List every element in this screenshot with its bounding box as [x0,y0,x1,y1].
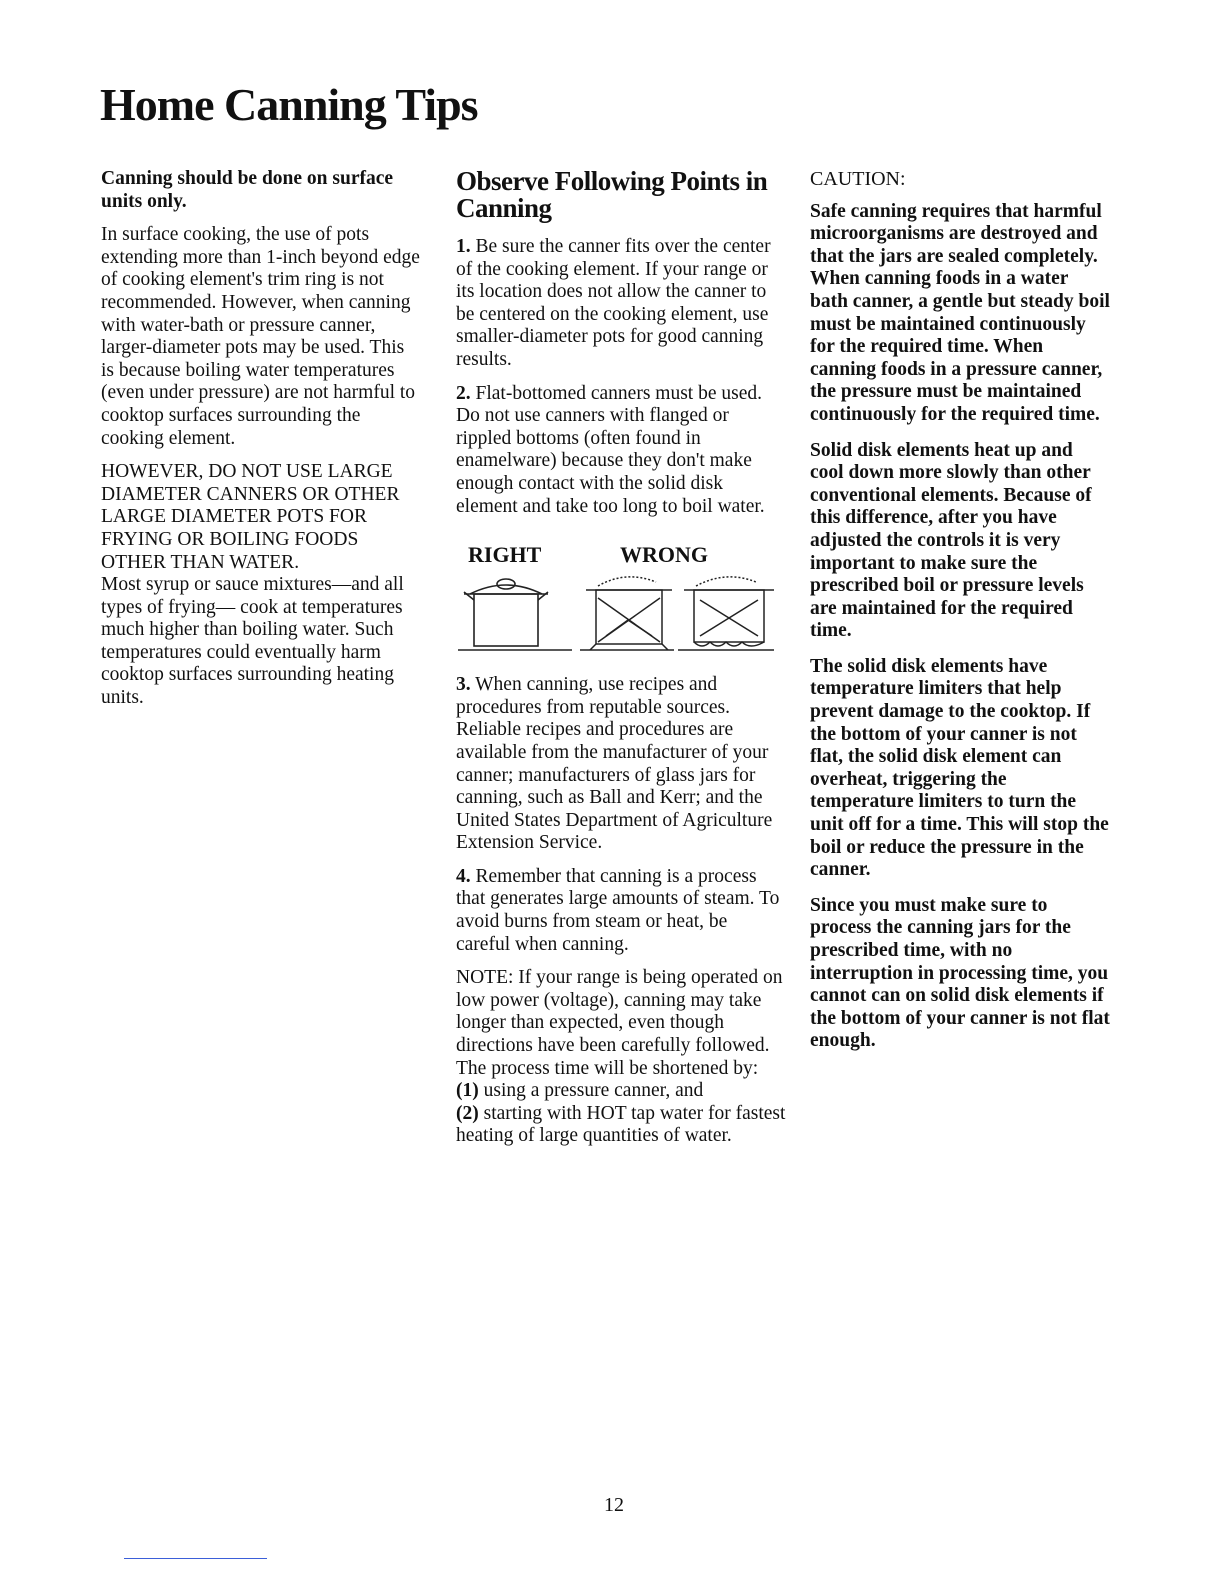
note-low-power: NOTE: If your range is being operated on low power (voltage), canning may take longer than expected, even though directions have been carefully followed. The process time will be shortened by: [456,967,783,1079]
note-item [456,1080,786,1103]
right-label: RIGHT [468,542,542,568]
page-title: Home Canning Tips [100,79,478,130]
caution-heading: CAUTION: [810,168,906,190]
list-item [456,674,786,855]
note-item-text: starting with HOT tap water for fastest heating of large quantities of water. [456,1102,786,1147]
paragraph-syrup-frying: Most syrup or sauce mixtures—and all types of frying— cook at temperatures much higher than boiling water. Such temperatures could eventually harm cooktop surfaces surrounding heating units. [101,574,404,709]
caution-paragraph-temperature-limiters: The solid disk elements have temperature limiters that help prevent damage to the cooktop. If the bottom of your canner is not flat, the solid disk element can overheat, triggering the temperature limiters to turn the unit off for a time. This will stop the boil or reduce the pressure in the canner. [810,655,1109,881]
note-item-number: (1) [456,1080,479,1102]
caution-paragraph-solid-disk: Solid disk elements heat up and cool down more slowly than other conventional elements. Because of this difference, after you have adjusted the controls it is very important to make sure the prescribed boil or pressure levels are maintained for the required time. [810,439,1092,642]
list-item-text: When canning, use recipes and procedures from reputable sources. Reliable recipes and procedures are available from the manufacturer of your canner; manufacturers of glass jars for canning, such as Ball and Kerr; and the United States Department of Agriculture Extension Service. [456,674,773,854]
column-observe-points [456,168,786,1159]
list-item-number: 4. [456,865,471,887]
caution-paragraph-safe-canning: Safe canning requires that harmful microorganisms are destroyed and that the jars are sealed completely. When canning foods in a water bath canner, a gentle but steady boil must be maintained continuously for the required time. When canning foods in a pressure canner, the pressure must be maintained continuously for the required time. [810,200,1110,425]
paragraph-surface-cooking: In surface cooking, the use of pots extending more than 1-inch beyond edge of cooking element's trim ring is not recommended. However, when canning with water-bath or pressure canner, larger-diameter pots may be used. This is because boiling water temperatures (even under pressure) are not harmful to cooktop surfaces surrounding the cooking element. [101,224,420,449]
list-item-text: Remember that canning is a process that generates large amounts of steam. To avoid burns from steam or heat, be careful when canning. [456,865,780,955]
note-item [456,1103,786,1148]
caution-paragraph-flat-bottom: Since you must make sure to process the canning jars for the prescribed time, with no interruption in processing time, you cannot can on solid disk elements if the bottom of your canner is not flat enough. [810,894,1110,1052]
list-item [456,236,786,372]
note-item-text: using a pressure canner, and [483,1080,704,1102]
list-item-number: 1. [456,236,471,257]
warning-large-canners: HOWEVER, DO NOT USE LARGE DIAMETER CANNERS OR OTHER LARGE DIAMETER POTS FOR FRYING OR BOILING FOODS OTHER THAN WATER. [101,461,400,573]
wrong-canner-flanged-icon [580,577,674,650]
canner-illustration [456,530,786,658]
canner-diagram [456,570,786,654]
footer-rule [124,1558,267,1559]
list-item-text: Be sure the canner fits over the center of the cooking element. If your range or its location does not allow the canner to be centered on the cooking element, use smaller-diameter pots for good canning results. [456,236,771,370]
right-canner-icon [458,579,572,650]
list-item-number: 2. [456,382,471,404]
list-item-text: Flat-bottomed canners must be used. Do not use canners with flanged or rippled bottoms (often found in enamelware) because they don't make enough contact with the solid disk element and take too long to boil water. [456,382,765,517]
section-heading-surface-units: Canning should be done on surface units only. [101,168,394,212]
list-item [456,383,786,519]
page-number: 12 [604,1494,624,1516]
column-caution [810,168,1110,1066]
list-item [456,866,786,956]
list-item-number: 3. [456,674,471,696]
wrong-canner-rippled-icon [678,577,774,650]
section-heading-observe-points: Observe Following Points in Canning [456,166,768,223]
wrong-label: WRONG [620,542,708,568]
note-item-number: (2) [456,1102,479,1124]
column-surface-units [101,168,421,721]
